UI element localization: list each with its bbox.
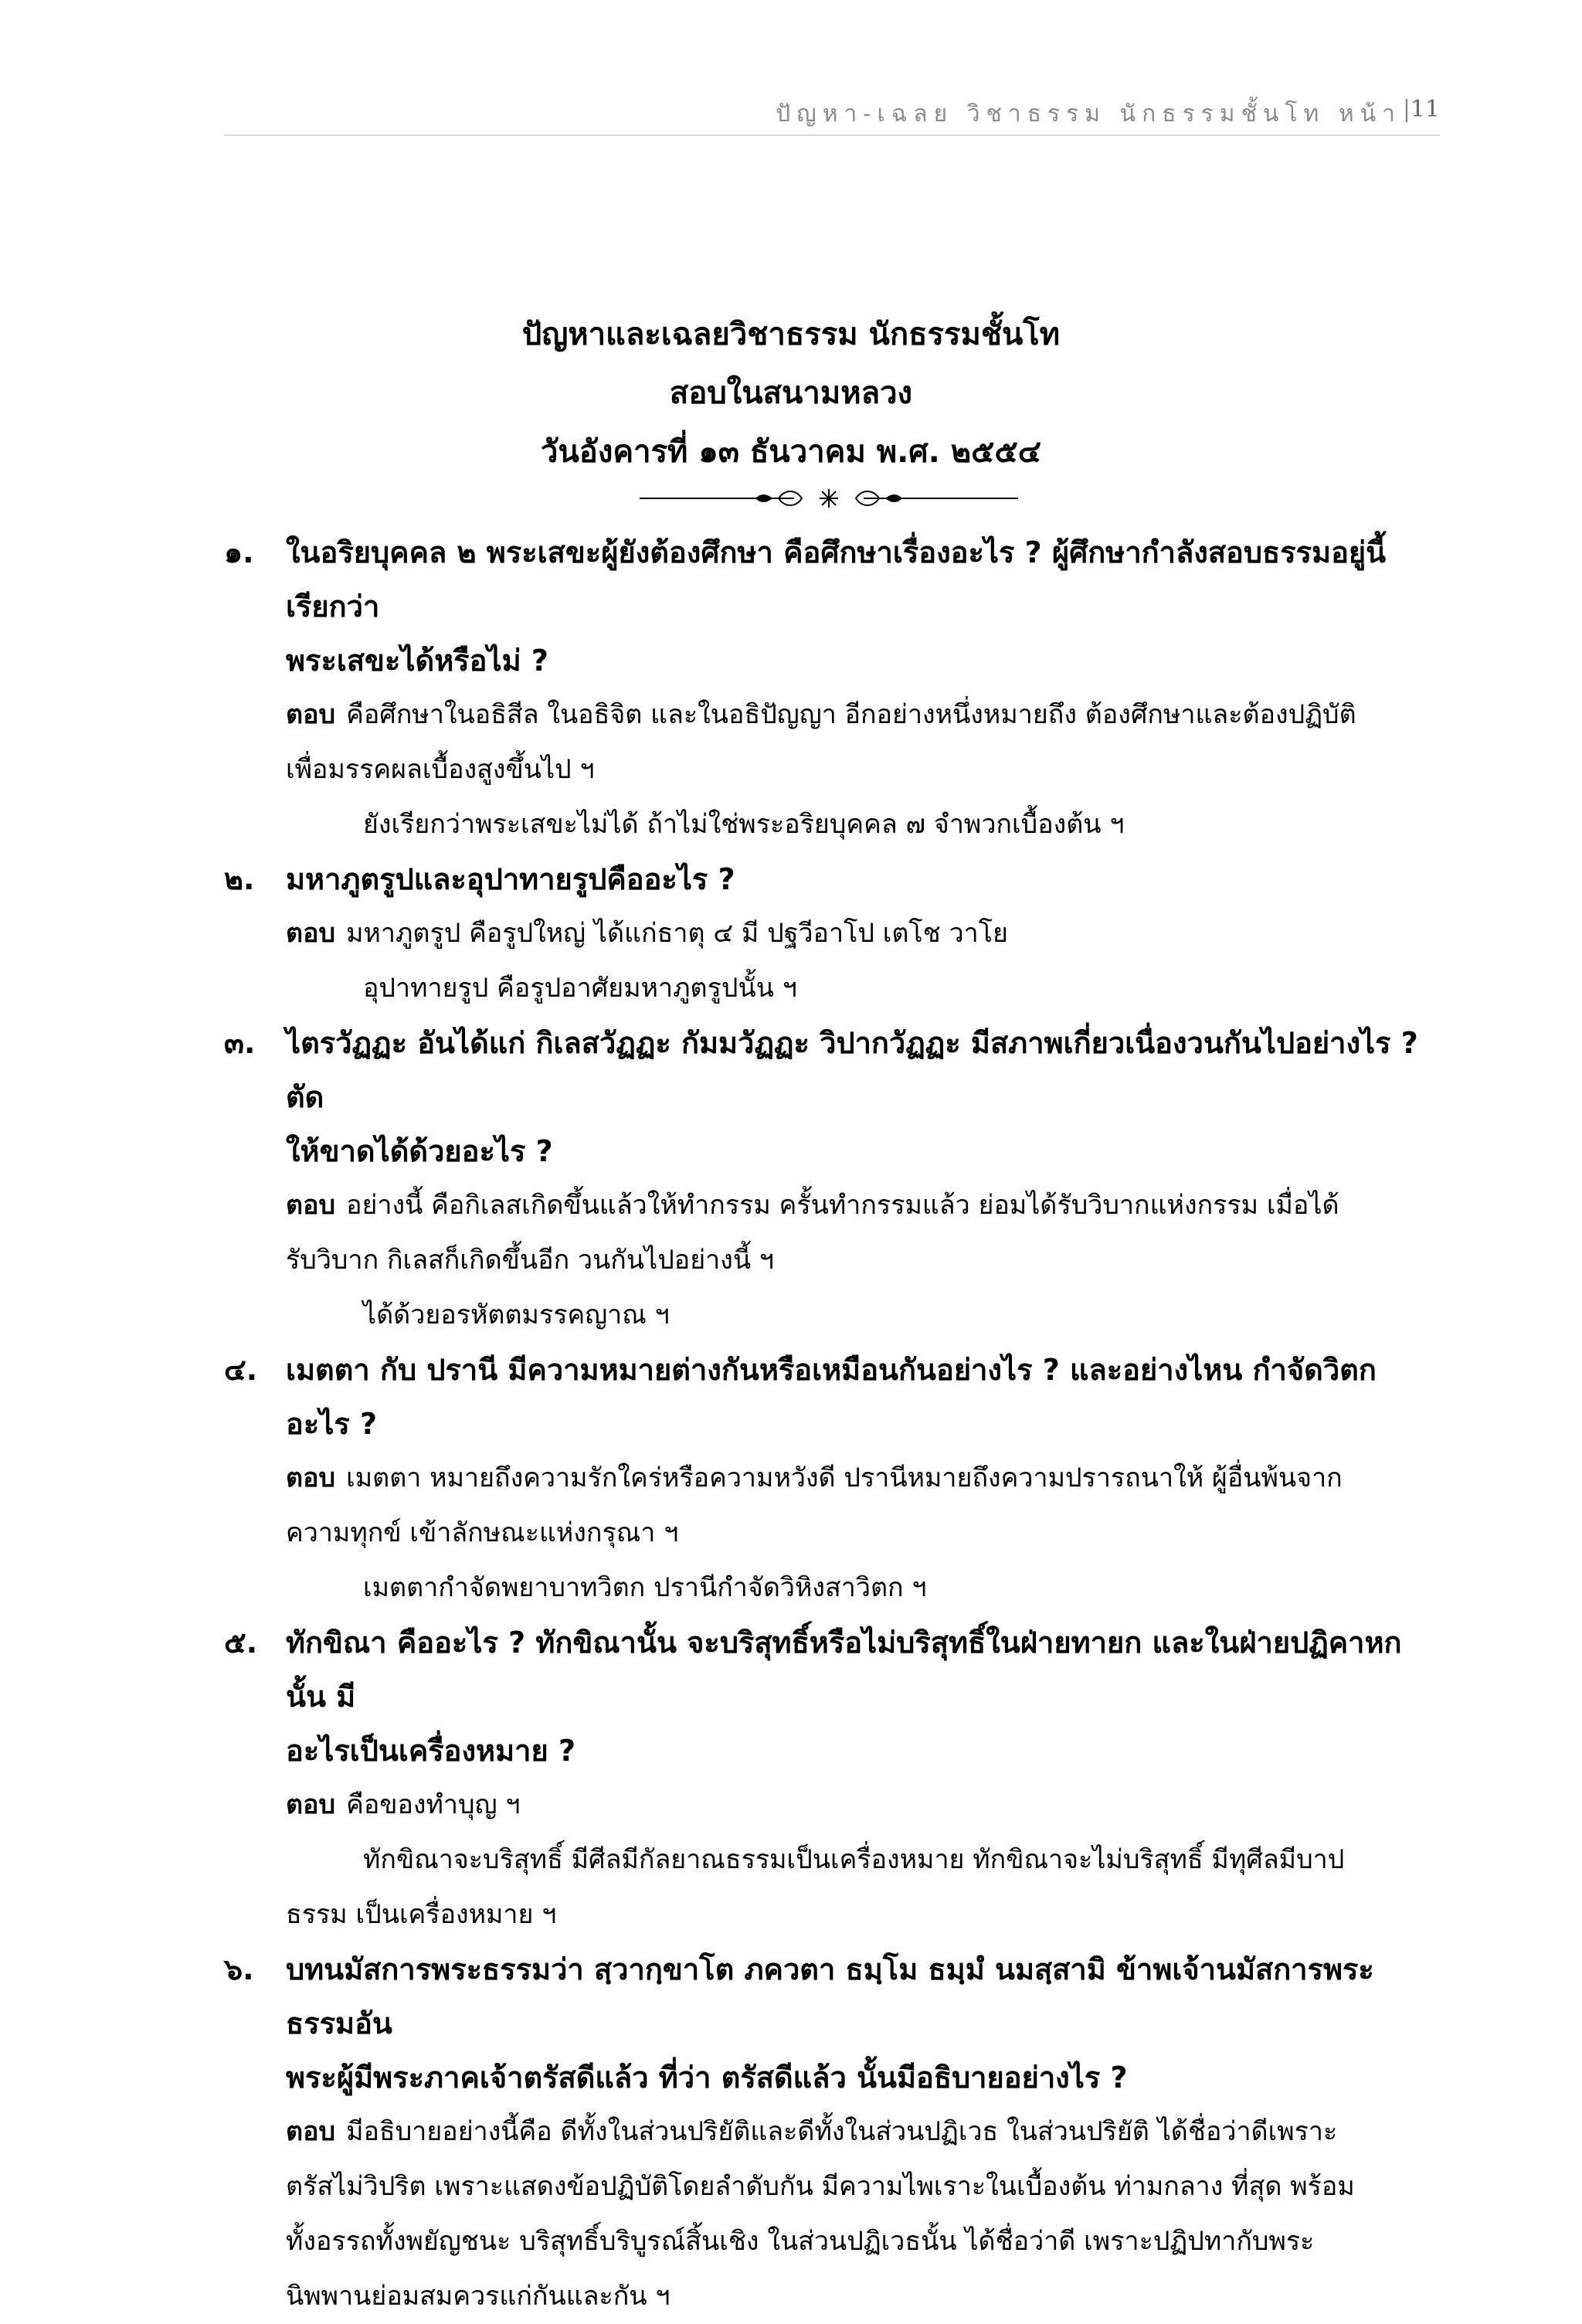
answer-label: ตอบ	[286, 1789, 336, 1820]
document-title	[0, 305, 1582, 481]
answer-6: ตอบ มีอธิบายอย่างนี้คือ ดีทั้งในส่วนปริยัติและดีทั้งในส่วนปฏิเวธ ในส่วนปริยัติ ได้ชื่อว่าดีเพราะ ตรัสไม่วิปริต เพราะแสดงข้อปฏิบัติโดยลำดับกัน มีความไพเราะในเบื้องต้น ท่ามกลาง ที่สุด พร้อม ทั้งอรรถทั้งพยัญชนะ บริสุทธิ์บริบูรณ์สิ้นเชิง ในส่วนปฏิเวธนั้น ได้ชื่อว่าดี เพราะปฏิปทากับพระ นิพพานย่อมสมควรแก่กันและกัน ฯ	[286, 2116, 1355, 2312]
qa-item-5	[224, 1616, 1440, 1942]
question-2: ๒. มหาภูตรูปและอุปาทายรูปคืออะไร ?	[224, 852, 1440, 906]
answer-label: ตอบ	[286, 699, 336, 730]
running-header	[224, 96, 1440, 136]
question-number: ๖.	[224, 1952, 254, 1986]
answer-label: ตอบ	[286, 2116, 336, 2147]
question-5: ๕. ทักขิณา คืออะไร ? ทักขิณานั้น จะบริสุทธิ์หรือไม่บริสุทธิ์ในฝ่ายทายก และในฝ่ายปฏิคาหกนั้น มี อะไรเป็นเครื่องหมาย ?	[224, 1616, 1440, 1778]
answer-label: ตอบ	[286, 1463, 336, 1493]
running-title: ปัญหา-เฉลย วิชาธรรม นักธรรมชั้นโท หน้า	[776, 100, 1401, 127]
title-line-2: สอบในสนามหลวง	[669, 375, 913, 411]
answer-label: ตอบ	[286, 918, 336, 949]
qa-item-3	[224, 1016, 1440, 1343]
header-separator: |	[1402, 96, 1411, 123]
answer-3: ตอบ อย่างนี้ คือกิเลสเกิดขึ้นแล้วให้ทำกรรม ครั้นทำกรรมแล้ว ย่อมได้รับวิบากแห่งกรรม เมื่อได้ รับวิบาก กิเลสก็เกิดขึ้นอีก วนกันไปอย่างนี้ ฯ ได้ด้วยอรหัตตมรรคญาณ ฯ	[286, 1190, 1339, 1330]
question-number: ๓.	[224, 1026, 256, 1060]
answer-4: ตอบ เมตตา หมายถึงความรักใคร่หรือความหวังดี ปรานีหมายถึงความปรารถนาให้ ผู้อื่นพ้นจาก ความทุกข์ เข้าลักษณะแห่งกรุณา ฯ เมตตากำจัดพยาบาทวิตก ปรานีกำจัดวิหิงสาวิตก ฯ	[286, 1463, 1343, 1603]
title-line-1: ปัญหาและเฉลยวิชาธรรม นักธรรมชั้นโท	[521, 317, 1061, 352]
question-number: ๔.	[224, 1353, 258, 1387]
answer-label: ตอบ	[286, 1190, 336, 1221]
question-1: ๑. ในอริยบุคคล ๒ พระเสขะผู้ยังต้องศึกษา คือศึกษาเรื่องอะไร ? ผู้ศึกษากำลังสอบธรรมอยู่นี้เรียกว่า พระเสขะได้หรือไม่ ?	[224, 525, 1440, 688]
title-line-3: วันอังคารที่ ๑๓ ธันวาคม พ.ศ. ๒๕๕๔	[540, 434, 1041, 470]
qa-item-2	[224, 852, 1440, 1016]
question-3: ๓. ไตรวัฏฏะ อันได้แก่ กิเลสวัฏฏะ กัมมวัฏฏะ วิปากวัฏฏะ มีสภาพเกี่ยวเนื่องวนกันไปอย่างไร ? ตัด ให้ขาดได้ด้วยอะไร ?	[224, 1016, 1440, 1178]
question-number: ๕.	[224, 1626, 258, 1660]
qa-item-6	[224, 1942, 1440, 2324]
page-number: 11	[1410, 96, 1440, 123]
answer-2: ตอบ มหาภูตรูป คือรูปใหญ่ ได้แก่ธาตุ ๔ มี ปฐวีอาโป เตโช วาโย อุปาทายรูป คือรูปอาศัยมหาภูตรูปนั้น ฯ	[286, 918, 1008, 1004]
question-4: ๔. เมตตา กับ ปรานี มีความหมายต่างกันหรือเหมือนกันอย่างไร ? และอย่างไหน กำจัดวิตกอะไร ?	[224, 1343, 1440, 1451]
question-number: ๒.	[224, 862, 255, 896]
qa-item-1	[224, 525, 1440, 852]
answer-1: ตอบ คือศึกษาในอธิสีล ในอธิจิต และในอธิปัญญา อีกอย่างหนึ่งหมายถึง ต้องศึกษาและต้องปฏิบัติ เพื่อมรรคผลเบื้องสูงขึ้นไป ฯ ยังเรียกว่าพระเสขะไม่ได้ ถ้าไม่ใช่พระอริยบุคคล ๗ จำพวกเบื้องต้น ฯ	[286, 699, 1356, 840]
question-6: ๖. บทนมัสการพระธรรมว่า สฺวากฺขาโต ภควตา ธมฺโม ธมฺมํ นมสฺสามิ ข้าพเจ้านมัสการพระธรรมอัน พระผู้มีพระภาคเจ้าตรัสดีแล้ว ที่ว่า ตรัสดีแล้ว นั้นมีอธิบายอย่างไร ?	[224, 1942, 1440, 2105]
question-number: ๑.	[224, 535, 254, 569]
qa-content	[224, 525, 1440, 2324]
ornament-divider-icon	[640, 487, 1018, 510]
answer-5: ตอบ คือของทำบุญ ฯ ทักขิณาจะบริสุทธิ์ มีศีลมีกัลยาณธรรมเป็นเครื่องหมาย ทักขิณาจะไม่บริสุทธิ์ มีทุศีลมีบาป ธรรม เป็นเครื่องหมาย ฯ	[286, 1789, 1345, 1930]
qa-item-4	[224, 1343, 1440, 1616]
